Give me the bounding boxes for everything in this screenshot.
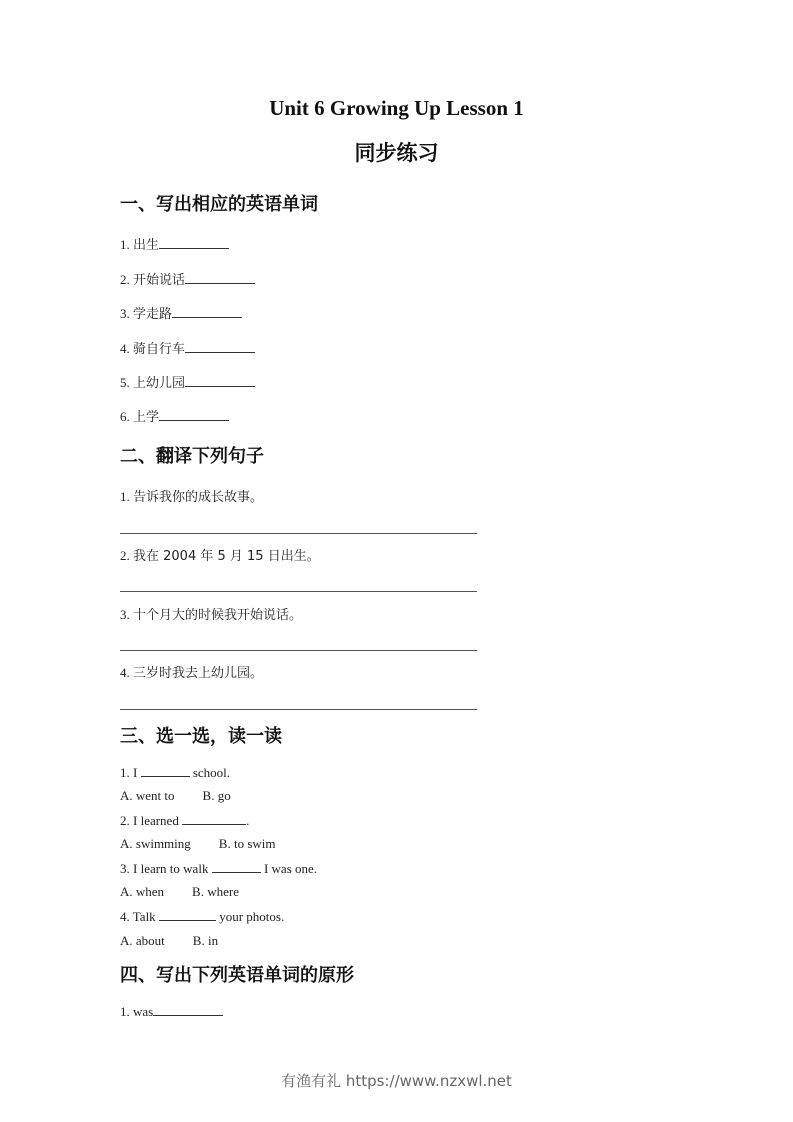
- section1-item-4: [120, 338, 255, 357]
- answer-line[interactable]: [120, 650, 477, 651]
- answer-blank[interactable]: [212, 860, 261, 873]
- answer-blank[interactable]: [159, 236, 229, 249]
- item-text: 我在 2004 年 5 月 15 日出生。: [133, 549, 320, 564]
- section3-heading: 三、选一选，读一读: [120, 726, 282, 747]
- answer-line[interactable]: [120, 533, 477, 534]
- question-text-before: 1. I: [120, 765, 141, 780]
- answer-line[interactable]: [120, 709, 477, 710]
- section1-heading: 一、写出相应的英语单词: [120, 194, 318, 215]
- item-text: 上幼儿园: [133, 376, 186, 391]
- item-text: 骑自行车: [133, 342, 186, 357]
- section2-item-4: [120, 662, 263, 681]
- section2-item-1: [120, 486, 263, 505]
- section2-heading: 二、翻译下列句子: [120, 446, 264, 467]
- option-a[interactable]: A. when: [120, 884, 165, 899]
- document-subtitle: 同步练习: [354, 141, 439, 165]
- question-2: [120, 812, 249, 829]
- question-4-options: [120, 933, 218, 949]
- option-b[interactable]: B. go: [202, 788, 231, 803]
- item-text: 开始说话: [133, 273, 186, 288]
- question-text-before: 2. I learned: [120, 813, 183, 828]
- question-1: [120, 764, 230, 781]
- item-number: 1.: [120, 1004, 130, 1019]
- option-b[interactable]: B. to swim: [218, 836, 276, 851]
- option-b[interactable]: B. where: [192, 884, 239, 899]
- section1-item-6: [120, 406, 229, 425]
- question-1-options: [120, 788, 231, 804]
- answer-blank[interactable]: [182, 812, 246, 825]
- item-number: 6.: [120, 409, 130, 424]
- section4-heading: 四、写出下列英语单词的原形: [120, 965, 354, 986]
- answer-blank[interactable]: [172, 305, 242, 318]
- question-4: [120, 908, 284, 925]
- answer-blank[interactable]: [185, 340, 255, 353]
- question-text-after: I was one.: [260, 861, 318, 876]
- section2-item-3: [120, 604, 302, 623]
- option-a[interactable]: A. went to: [120, 788, 175, 803]
- item-text: 上学: [133, 410, 160, 425]
- item-text: 学走路: [133, 307, 173, 322]
- question-text-after: your photos.: [215, 909, 285, 924]
- section1-item-3: [120, 303, 242, 322]
- question-2-options: [120, 836, 276, 852]
- answer-blank[interactable]: [159, 408, 229, 421]
- item-text: 告诉我你的成长故事。: [133, 490, 264, 505]
- question-text-before: 3. I learn to walk: [120, 861, 212, 876]
- item-number: 5.: [120, 375, 130, 390]
- question-text-after: .: [246, 813, 250, 828]
- item-text: 出生: [133, 238, 160, 253]
- item-number: 1.: [120, 237, 130, 252]
- item-text: 三岁时我去上幼儿园。: [133, 666, 264, 681]
- answer-blank[interactable]: [141, 764, 190, 777]
- item-number: 4.: [120, 665, 130, 680]
- option-a[interactable]: A. about: [120, 933, 165, 948]
- option-b[interactable]: B. in: [192, 933, 219, 948]
- section1-item-5: [120, 372, 255, 391]
- option-a[interactable]: A. swimming: [120, 836, 191, 851]
- answer-blank[interactable]: [159, 908, 216, 921]
- section2-item-2: [120, 545, 320, 564]
- item-number: 2.: [120, 548, 130, 563]
- section1-item-2: [120, 269, 255, 288]
- answer-blank[interactable]: [185, 374, 255, 387]
- question-text-before: 4. Talk: [120, 909, 159, 924]
- item-number: 2.: [120, 272, 130, 287]
- item-number: 1.: [120, 489, 130, 504]
- item-number: 4.: [120, 341, 130, 356]
- footer-watermark: 有渔有礼 https://www.nzxwl.net: [281, 1072, 512, 1090]
- item-text: 十个月大的时候我开始说话。: [133, 608, 303, 623]
- section4-item-1: [120, 1003, 223, 1020]
- item-number: 3.: [120, 306, 130, 321]
- item-text: was: [133, 1004, 154, 1019]
- document-title: Unit 6 Growing Up Lesson 1: [269, 96, 524, 120]
- section1-item-1: [120, 234, 229, 253]
- answer-line[interactable]: [120, 591, 477, 592]
- item-number: 3.: [120, 607, 130, 622]
- question-text-after: school.: [189, 765, 231, 780]
- answer-blank[interactable]: [185, 271, 255, 284]
- question-3: [120, 860, 317, 877]
- answer-blank[interactable]: [153, 1003, 223, 1016]
- question-3-options: [120, 884, 239, 900]
